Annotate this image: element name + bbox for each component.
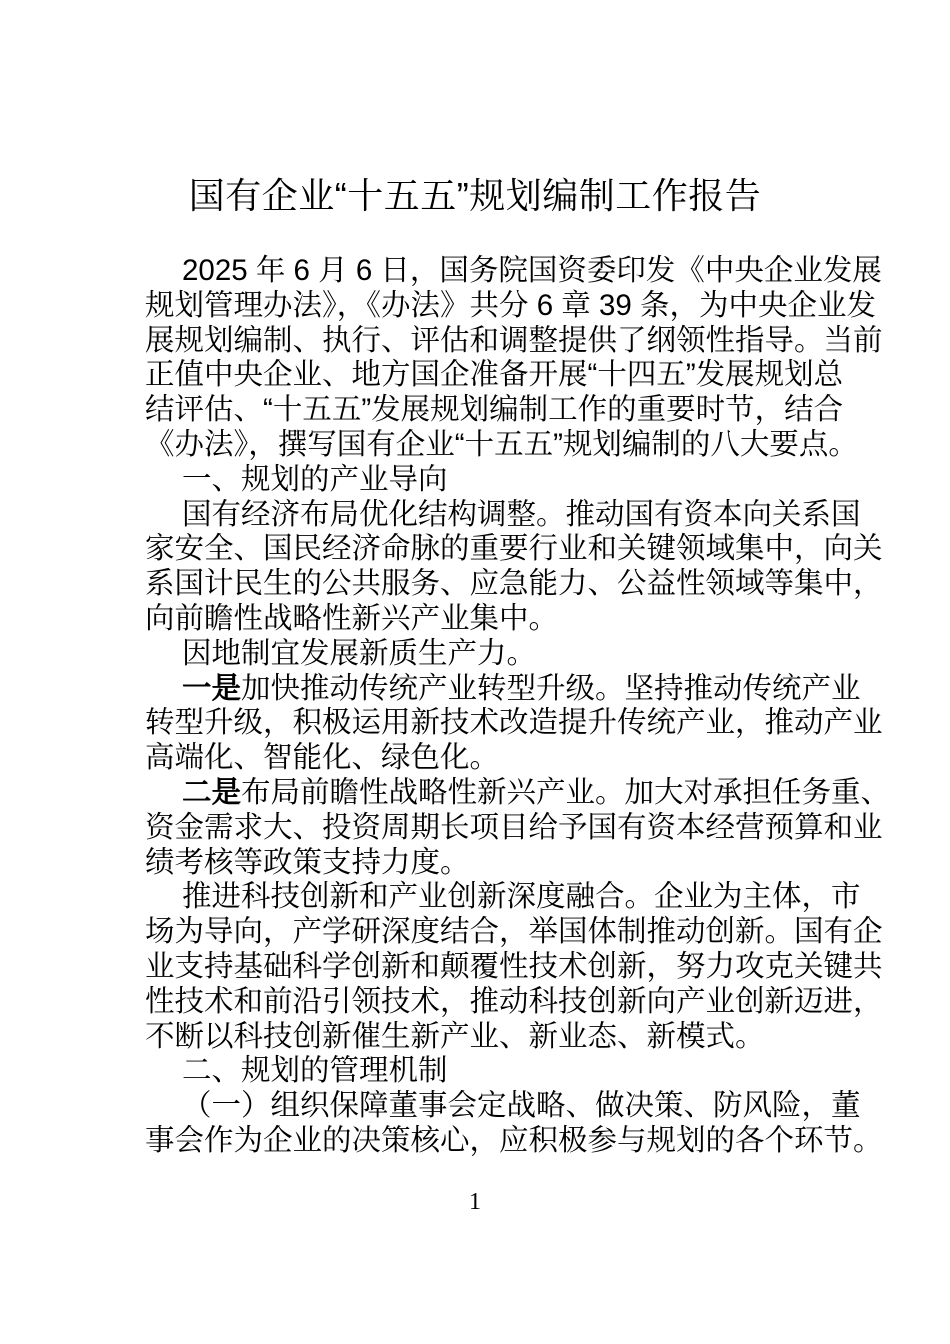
line-text: 高端化、智能化、绿色化。 [145,741,500,775]
line-text: 国有经济布局优化结构调整。推动国有资本向关系国 [182,497,861,531]
bold-lead: 二是 [182,775,242,809]
text-line [145,984,883,1020]
line-text: 资金需求大、投资周期长项目给予国有资本经营预算和业 [145,810,883,844]
line-text: 布局前瞻性战略性新兴产业。加大对承担任务重、 [241,775,891,809]
text-line [145,1123,883,1159]
text-line [145,427,858,463]
document-body [145,254,891,1159]
paragraph [145,880,883,1054]
line-text: 二、规划的管理机制 [182,1054,448,1088]
line-text: 家安全、国民经济命脉的重要行业和关键领域集中，向关 [145,532,883,566]
text-line [145,1054,805,1089]
page-number: 1 [469,1189,481,1215]
text-line [145,567,883,602]
line-text: 不断以科技创新催生新产业、新业态、新模式。 [145,1019,765,1053]
text-line [145,463,805,498]
bold-lead: 一是 [182,671,242,705]
line-text: 事会作为企业的决策核心，应积极参与规划的各个环节。 [145,1123,883,1157]
text-line [145,915,883,950]
text-line [145,949,883,985]
text-line [145,393,844,428]
line-text: （一）组织保障董事会定战略、做决策、防风险，董 [182,1089,861,1123]
line-text: 向前瞻性战略性新兴产业集中。 [145,601,559,635]
paragraph [145,254,883,463]
line-text: 《办法》，撰写国有企业“十五五”规划编制的八大要点。 [145,427,858,461]
text-line [145,358,844,393]
paragraph [145,463,805,498]
text-line [145,880,861,915]
paragraph [145,497,883,637]
text-line [145,532,883,567]
text-line [145,846,805,881]
text-line [145,810,883,846]
line-text: 因地制宜发展新质生产力。 [182,636,537,670]
text-line [145,637,805,672]
text-line [145,775,891,811]
line-text: 一、规划的产业导向 [182,462,448,496]
line-text: 推进科技创新和产业创新深度融合。企业为主体，市 [182,880,861,914]
line-text: 系国计民生的公共服务、应急能力、公益性领域等集中， [145,567,883,601]
paragraph [145,671,883,776]
line-text: 场为导向，产学研深度结合，举国体制推动创新。国有企 [145,915,883,949]
text-line [145,741,805,776]
line-text: 性技术和前沿引领技术，推动科技创新向产业创新迈进， [145,984,883,1018]
text-line [145,602,805,637]
line-text: 规划管理办法》，《办法》共分 6 章 39 条，为中央企业发 [145,288,877,322]
text-line [145,288,877,324]
text-line [145,254,882,289]
text-line [145,497,861,533]
paragraph [145,1089,883,1159]
line-text: 业支持基础科学创新和颠覆性技术创新，努力攻克关键共 [145,949,883,983]
line-text: 2025 年 6 月 6 日，国务院国资委印发《中央企业发展 [182,254,882,287]
line-text: 结评估、“十五五”发展规划编制工作的重要时节，结合 [145,393,844,427]
text-line [145,671,861,707]
line-text: 转型升级，积极运用新技术改造提升传统产业，推动产业 [145,706,883,740]
text-line [145,1020,805,1055]
document-title: 国有企业“十五五”规划编制工作报告 [188,175,762,216]
line-text: 展规划编制、执行、评估和调整提供了纲领性指导。当前 [145,323,883,357]
paragraph [145,637,805,672]
text-line [145,706,883,741]
text-line [145,1089,861,1124]
line-text: 正值中央企业、地方国企准备开展“十四五”发展规划总 [145,358,844,392]
text-line [145,323,883,359]
line-text: 加快推动传统产业转型升级。坚持推动传统产业 [241,671,861,705]
paragraph [145,775,891,880]
line-text: 绩考核等政策支持力度。 [145,845,470,879]
paragraph [145,1054,805,1089]
